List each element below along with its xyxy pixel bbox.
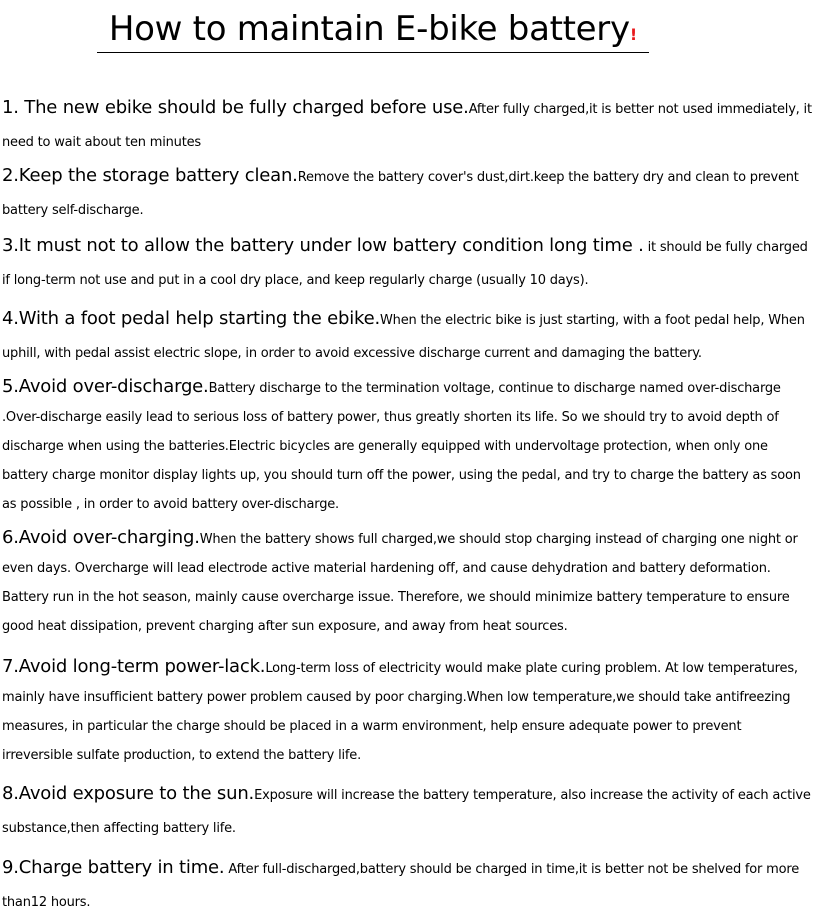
tip-9 [2,852,814,918]
tip-8-text: Exposure will increase the battery temperature, also increase the activity of each active substance,then affecting battery life. [2,788,811,836]
tip-7 [2,653,814,769]
tip-5-heading: 5.Avoid over-discharge. [2,376,209,397]
tip-6 [2,524,814,640]
tip-3-text: it should be fully charged if long-term not use and put in a cool dry place, and keep regularly charge (usually 10 days). [2,240,808,288]
tip-3-heading: 3.It must not to allow the battery under low battery condition long time . [2,235,644,256]
tip-4-heading: 4.With a foot pedal help starting the ebike. [2,308,380,329]
page-title: How to maintain E-bike battery [108,9,630,49]
tip-9-text: After full-discharged,battery should be charged in time,it is better not be shelved for more than12 hours. [2,862,800,910]
tip-5-text: Battery discharge to the termination voltage, continue to discharge named over-discharge .Over-discharge easily lead to serious loss of battery power, thus greatly shorten its life. So we should try to avoid depth of discharge when using the batteries.Electric bicycles are generally equipped with undervoltage protection, when only one battery charge monitor display lights up, you should turn off the power, using the pedal, and try to charge the battery as soon as possible , in order to avoid battery over-discharge. [2,381,801,512]
tip-2-heading: 2.Keep the storage battery clean. [2,165,298,186]
tip-7-heading: 7.Avoid long-term power-lack. [2,656,266,677]
tip-6-text: When the battery shows full charged,we should stop charging instead of charging one night or even days. Overcharge will lead electrode active material hardening off, and cause dehydration and battery deformation. Battery run in the hot season, mainly cause overcharge issue. Therefore, we should minimize battery temperature to ensure good heat dissipation, prevent charging after sun exposure, and away from heat sources. [2,532,798,634]
tip-1 [2,92,814,158]
tip-4-text: When the electric bike is just starting, with a foot pedal help, When uphill, with pedal assist electric slope, in order to avoid excessive discharge current and damaging the battery. [2,313,805,361]
tip-6-heading: 6.Avoid over-charging. [2,527,200,548]
tip-1-text: After fully charged,it is better not used immediately, it need to wait about ten minutes [2,102,812,150]
tip-2-text: Remove the battery cover's dust,dirt.keep the battery dry and clean to prevent battery self-discharge. [2,170,799,218]
tip-3 [2,230,814,296]
title-banner [97,4,649,53]
tip-5 [2,373,814,518]
tip-2 [2,160,814,226]
tip-8-heading: 8.Avoid exposure to the sun. [2,783,255,804]
tip-8 [2,778,814,844]
tip-1-heading: 1. The new ebike should be fully charged before use. [2,97,469,118]
tip-4 [2,303,814,369]
tip-9-heading: 9.Charge battery in time. [2,857,225,878]
tip-7-text: Long-term loss of electricity would make plate curing problem. At low temperatures, mainly have insufficient battery power problem caused by poor charging.When low temperature,we should take antifreezing measures, in particular the charge should be placed in a warm environment, help ensure adequate power to prevent irreversible sulfate production, to extend the battery life. [2,661,798,763]
exclamation-mark-icon: ! [629,25,638,44]
